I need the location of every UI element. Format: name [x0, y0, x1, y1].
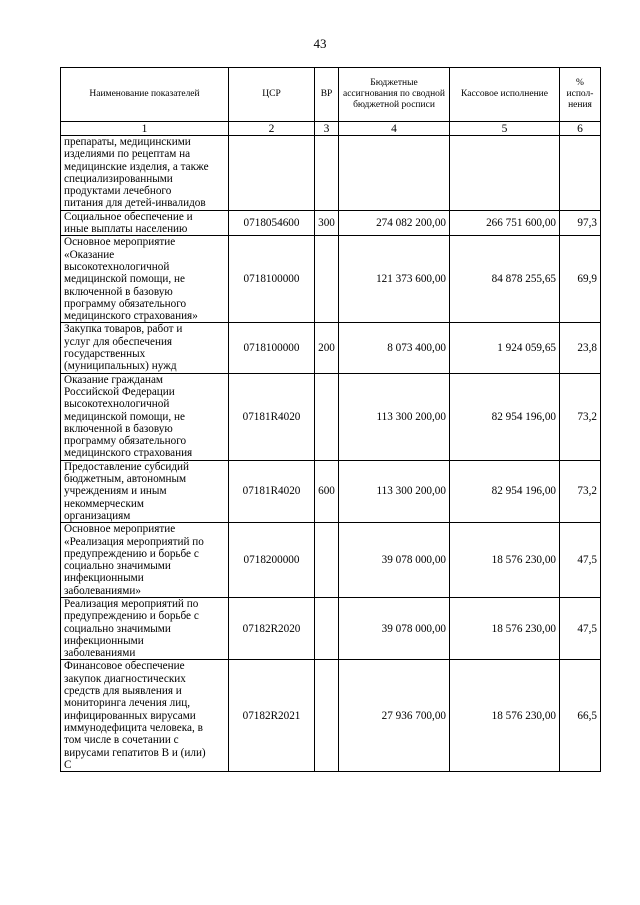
row-csr: 07182R2021 [229, 660, 315, 772]
row-csr: 07181R4020 [229, 460, 315, 522]
table-row [61, 323, 601, 373]
table-row [61, 210, 601, 236]
row-csr: 0718054600 [229, 210, 315, 236]
row-vr [315, 136, 339, 211]
row-pct: 69,9 [560, 236, 601, 323]
row-name: Оказание гражданам Российской Федерации высокотехнологичной медицинской помощи, не включенной в базовую программу обязательного медицинского страхования [61, 373, 229, 460]
row-budget: 274 082 200,00 [339, 210, 450, 236]
header-csr: ЦСР [229, 68, 315, 122]
column-number: 5 [450, 122, 560, 136]
column-number: 1 [61, 122, 229, 136]
row-csr: 0718100000 [229, 236, 315, 323]
row-csr: 0718200000 [229, 523, 315, 598]
row-pct: 73,2 [560, 373, 601, 460]
row-budget: 121 373 600,00 [339, 236, 450, 323]
column-number: 3 [315, 122, 339, 136]
header-budget: Бюджетные ассигнования по сводной бюджетной росписи [339, 68, 450, 122]
row-budget: 39 078 000,00 [339, 597, 450, 659]
row-cash: 82 954 196,00 [450, 373, 560, 460]
row-csr: 07181R4020 [229, 373, 315, 460]
row-csr: 0718100000 [229, 323, 315, 373]
budget-execution-table [60, 67, 601, 772]
column-number: 4 [339, 122, 450, 136]
row-vr: 600 [315, 460, 339, 522]
row-name: Основное мероприятие «Реализация мероприятий по предупреждению и борьбе с социально значимыми инфекционными заболеваниями» [61, 523, 229, 598]
row-vr: 300 [315, 210, 339, 236]
header-name: Наименование показателей [61, 68, 229, 122]
row-csr: 07182R2020 [229, 597, 315, 659]
table-row [61, 460, 601, 522]
header-cash: Кассовое исполнение [450, 68, 560, 122]
row-name: Финансовое обеспечение закупок диагностических средств для выявления и мониторинга лечения лиц, инфицированных вирусами иммунодефицита человека, в том числе в сочетании с вирусами гепатитов B и (или) C [61, 660, 229, 772]
row-budget: 39 078 000,00 [339, 523, 450, 598]
row-cash: 18 576 230,00 [450, 523, 560, 598]
table-row [61, 597, 601, 659]
row-pct: 23,8 [560, 323, 601, 373]
table-row [61, 136, 601, 211]
row-cash: 84 878 255,65 [450, 236, 560, 323]
row-csr [229, 136, 315, 211]
row-name: Реализация мероприятий по предупреждению и борьбе с социально значимыми инфекционными заболеваниями [61, 597, 229, 659]
row-vr [315, 523, 339, 598]
column-numbers-row [61, 122, 601, 136]
column-number: 6 [560, 122, 601, 136]
row-pct: 47,5 [560, 523, 601, 598]
table-row [61, 523, 601, 598]
column-number: 2 [229, 122, 315, 136]
row-vr [315, 236, 339, 323]
row-budget: 113 300 200,00 [339, 460, 450, 522]
row-cash: 1 924 059,65 [450, 323, 560, 373]
table-header-row [61, 68, 601, 122]
row-vr: 200 [315, 323, 339, 373]
row-cash: 18 576 230,00 [450, 660, 560, 772]
row-budget: 27 936 700,00 [339, 660, 450, 772]
table-row [61, 660, 601, 772]
row-pct [560, 136, 601, 211]
row-budget: 113 300 200,00 [339, 373, 450, 460]
row-cash: 266 751 600,00 [450, 210, 560, 236]
row-cash [450, 136, 560, 211]
row-name: Основное мероприятие «Оказание высокотехнологичной медицинской помощи, не включенной в базовую программу обязательного медицинского страхования» [61, 236, 229, 323]
row-vr [315, 660, 339, 772]
page-number: 43 [313, 36, 327, 51]
row-vr [315, 373, 339, 460]
row-name: Предоставление субсидий бюджетным, автономным учреждениям и иным некоммерческим организациям [61, 460, 229, 522]
row-pct: 97,3 [560, 210, 601, 236]
row-budget [339, 136, 450, 211]
header-vr: ВР [315, 68, 339, 122]
row-name: Закупка товаров, работ и услуг для обеспечения государственных (муниципальных) нужд [61, 323, 229, 373]
row-pct: 47,5 [560, 597, 601, 659]
table-row [61, 236, 601, 323]
row-name: Социальное обеспечение и иные выплаты населению [61, 210, 229, 236]
row-name: препараты, медицинскими изделиями по рецептам на медицинские изделия, а также специализированными продуктами лечебного питания для детей-инвалидов [61, 136, 229, 211]
row-cash: 82 954 196,00 [450, 460, 560, 522]
table-row [61, 373, 601, 460]
row-cash: 18 576 230,00 [450, 597, 560, 659]
row-vr [315, 597, 339, 659]
header-pct: % испол-нения [560, 68, 601, 122]
row-pct: 73,2 [560, 460, 601, 522]
row-budget: 8 073 400,00 [339, 323, 450, 373]
row-pct: 66,5 [560, 660, 601, 772]
